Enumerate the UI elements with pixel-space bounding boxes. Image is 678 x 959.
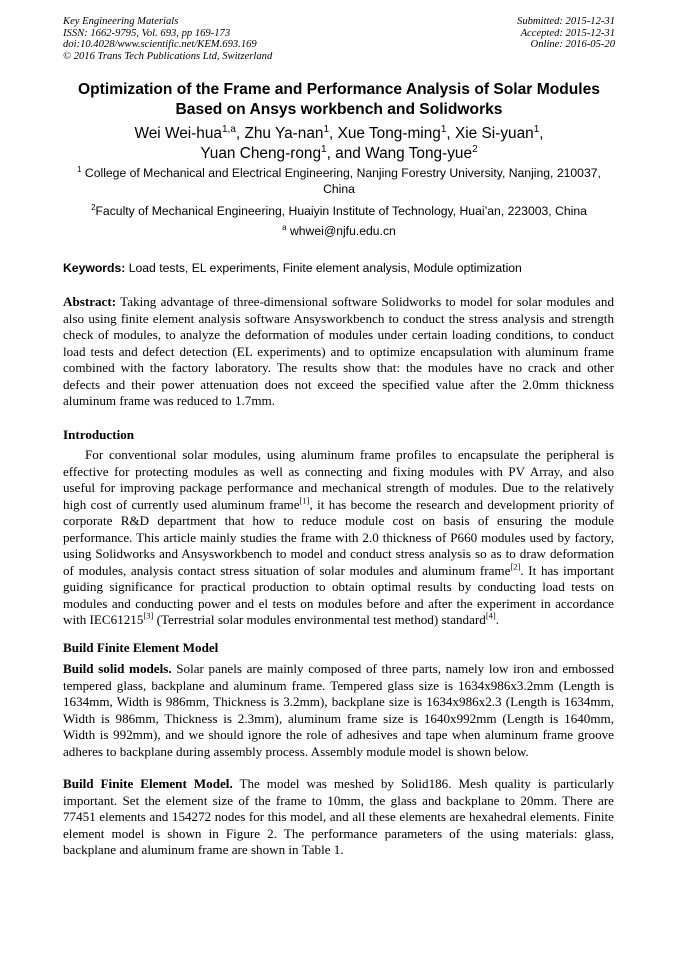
- citation-3[interactable]: [3]: [143, 610, 154, 621]
- author-sep: ,: [235, 125, 245, 142]
- author-sep: ,: [539, 125, 544, 142]
- author-sup: 1,a: [222, 123, 236, 135]
- author-sup: 2: [472, 143, 478, 155]
- author-sep: ,: [329, 125, 338, 142]
- title-line-2: Based on Ansys workbench and Solidworks: [175, 101, 503, 118]
- author-sup: 1: [440, 123, 447, 135]
- affiliation-1: [50, 166, 628, 197]
- author-name: Wang Tong-yue: [365, 145, 473, 162]
- copyright-line: © 2016 Trans Tech Publications Ltd, Switzerland: [63, 50, 273, 62]
- abstract: [63, 294, 614, 410]
- author-sep: ,: [446, 125, 455, 142]
- doi-line: doi:10.4028/www.scientific.net/KEM.693.169: [63, 39, 257, 51]
- intro-text: For conventional solar modules, using aluminum frame profiles to encapsulate the peripheral is effective for protecting modules as well as connecting and fixing modules with PV Array, and also useful for improving package performance and mechanical strength of modules. Due to the relatively high cost of currently used aluminum frame: [63, 447, 614, 512]
- affiliation-country: China: [323, 181, 355, 196]
- keywords-text: Load tests, EL experiments, Finite element analysis, Module optimization: [125, 261, 522, 275]
- paragraph-label: Build solid models.: [63, 661, 172, 676]
- issn-line: ISSN: 1662-9795, Vol. 693, pp 169-173: [63, 27, 231, 39]
- paragraph-text: Solar panels are mainly composed of three parts, namely low iron and embossed tempered glass, backplane and aluminum frame. Tempered glass size is 1634x986x3.2mm (Length is 1634mm, Width is 986mm, Thickness is 3.2mm), backplane size is 1634x986x2.3 (Length is 1634mm, Width is 986mm, Thickness is 2.3mm), aluminum frame size is 1640x992mm (Length is 1640mm, Width is 992mm), and we should ignore the role of adhesives and tape when aluminum frame groove adheres to backplane during assembly process. Assembly module model is shown below.: [63, 661, 614, 759]
- affiliation-sup: 1: [77, 164, 82, 174]
- email: [50, 224, 628, 240]
- submitted-date: Submitted: 2015-12-31: [517, 16, 615, 27]
- keywords: [63, 261, 522, 275]
- section-heading-build-fem: Build Finite Element Model: [63, 640, 219, 655]
- journal-name: Key Engineering Materials: [63, 16, 179, 27]
- paper-title: [50, 80, 628, 120]
- accepted-date: Accepted: 2015-12-31: [520, 27, 615, 39]
- email-sup: a: [282, 222, 287, 232]
- author-name: Yuan Cheng-rong: [200, 145, 322, 162]
- citation-1[interactable]: [1]: [299, 495, 310, 506]
- paragraph-label: Build Finite Element Model.: [63, 776, 233, 791]
- author-name: Zhu Ya-nan: [244, 125, 324, 142]
- affiliation-2: [50, 204, 628, 220]
- affiliation-text: Faculty of Mechanical Engineering, Huaiyin Institute of Technology, Huai’an, 223003, China: [95, 204, 587, 218]
- dates-info: [517, 16, 615, 51]
- title-line-1: Optimization of the Frame and Performance Analysis of Solar Modules: [78, 81, 600, 98]
- keywords-label: Keywords:: [63, 261, 126, 275]
- journal-info: [63, 16, 272, 62]
- author-sep: , and: [326, 145, 366, 162]
- author-sup: 1: [533, 123, 540, 135]
- author-sup: 1: [323, 123, 330, 135]
- build-fem-paragraph: [63, 776, 614, 859]
- affiliation-text: College of Mechanical and Electrical Engineering, Nanjing Forestry University, Nanjing, 210037,: [84, 166, 601, 180]
- intro-text: . It has important guiding significance for practical production to obtain optimal results by conducting load tests on modules and conducting power and el tests on modules before and after the experiment in accordance with IEC61215: [63, 562, 614, 627]
- introduction-paragraph: [63, 447, 614, 629]
- paragraph-text: The model was meshed by Solid186. Mesh quality is particularly important. Set the element size of the frame to 10mm, the glass and backplane to 20mm. There are 77451 elements and 154272 nodes for this model, and all these elements are hexahedral elements. Finite element model is shown in Figure 2. The performance parameters of the using materials: glass, backplane and aluminum frame are shown in Table 1.: [63, 776, 614, 857]
- author-sup: 1: [321, 143, 327, 155]
- abstract-label: Abstract:: [63, 294, 117, 309]
- author-line-1: [50, 124, 628, 144]
- affiliation-sup: 2: [91, 202, 96, 212]
- author-name: Wei Wei-hua: [134, 125, 222, 142]
- section-heading-introduction: Introduction: [63, 427, 135, 442]
- email-link[interactable]: whwei@njfu.edu.cn: [289, 224, 396, 238]
- build-solid-models-paragraph: [63, 661, 614, 760]
- intro-text: .: [495, 612, 500, 627]
- intro-text: , it has become the research and development priority of corporate R&D department that how to reduce module cost on basis of ensuring the module performance. This article mainly studies the frame with 2.0 thickness of P660 modules used by factory, using Solidworks and Ansysworkbench to model and conduct stress analysis so as to draw deformation of modules, analysis contact stress situation of solar modules and aluminum frame: [63, 496, 614, 578]
- citation-4[interactable]: [4]: [485, 610, 496, 621]
- author-name: Xue Tong-ming: [337, 125, 441, 142]
- citation-2[interactable]: [2]: [510, 561, 521, 572]
- intro-text: (Terrestrial solar modules environmental test method) standard: [153, 612, 486, 627]
- online-date: Online: 2016-05-20: [530, 39, 615, 51]
- author-line-2: [50, 144, 628, 164]
- author-name: Xie Si-yuan: [454, 125, 534, 142]
- abstract-text: Taking advantage of three-dimensional software Solidworks to model for solar modules and also using finite element analysis software Ansysworkbench to conduct the stress analysis and strength check of modules, to analyze the deformation of modules under certain loading conditions, to conduct load tests and defect detection (EL experiments) and to optimize encapsulation with aluminum frame combined with the factory laboratory. The results show that: the modules have no crack and other defects and their power attenuation does not exceed the specified value after the 2.0mm thickness aluminum frame was reduced to 1.7mm.: [63, 294, 614, 408]
- author-list: [50, 124, 628, 164]
